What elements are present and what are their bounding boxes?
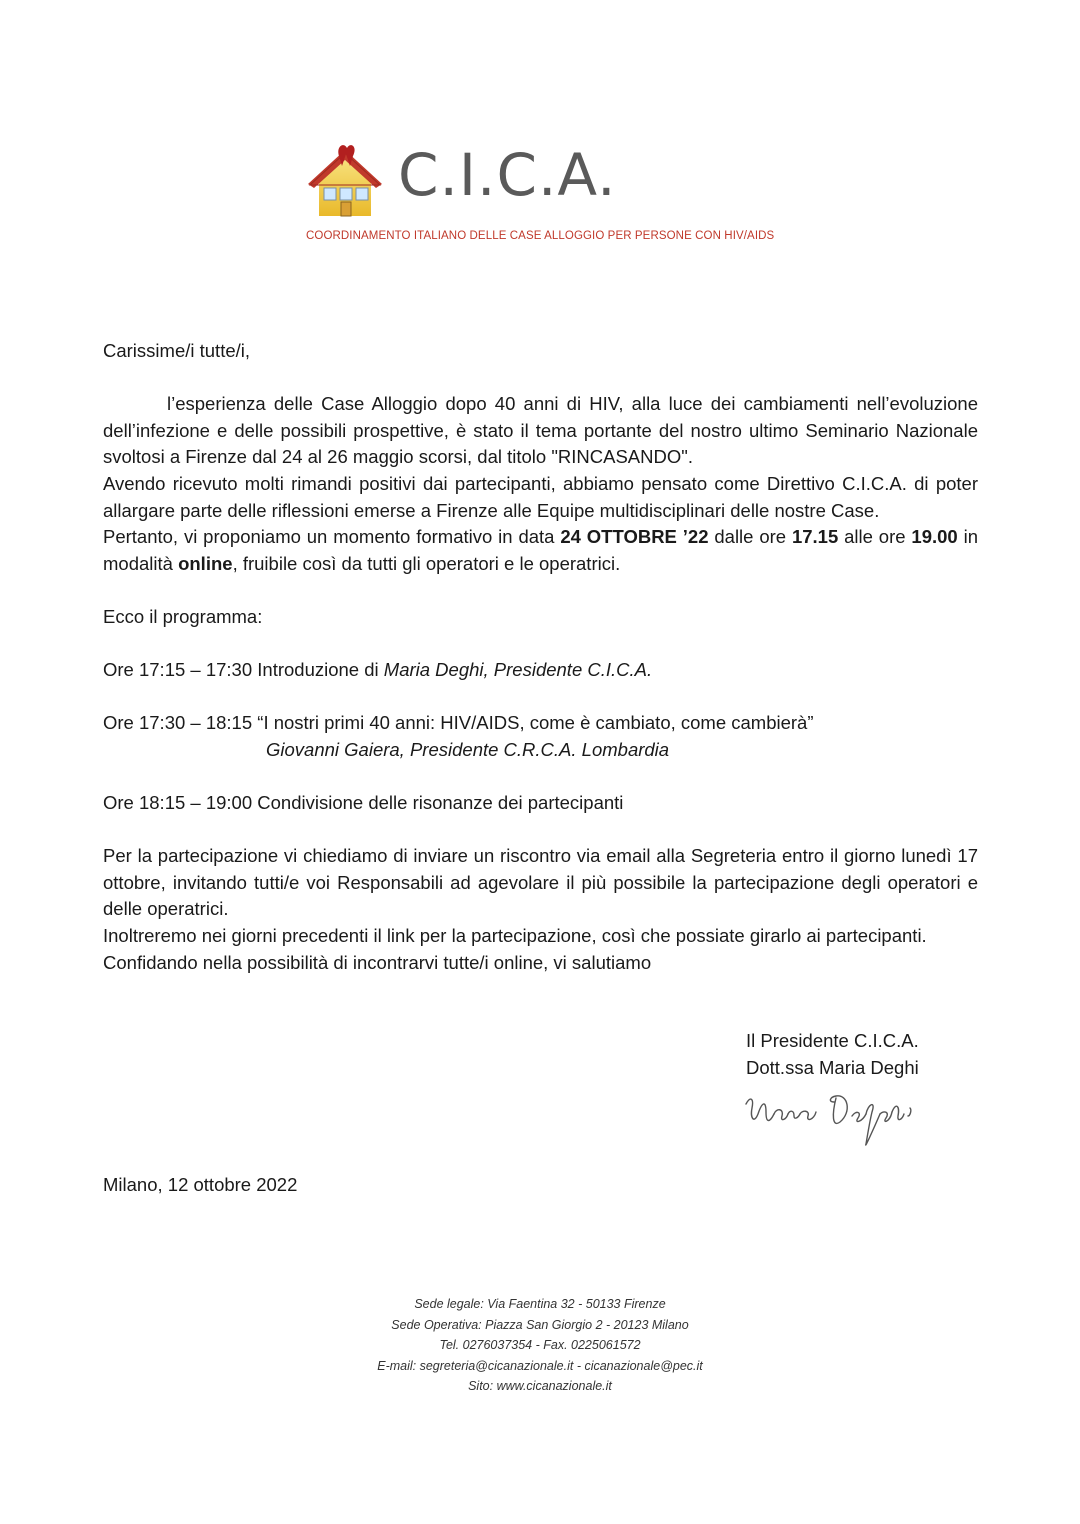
program-item-2-speaker: Giovanni Gaiera, Presidente C.R.C.A. Lombardia [266, 738, 670, 760]
house-logo-icon [306, 142, 384, 218]
program-item-3: Ore 18:15 – 19:00 Condivisione delle risonanze dei partecipanti [103, 792, 624, 814]
end-time: 19.00 [911, 526, 958, 548]
logo-title: C.I.C.A. [398, 141, 617, 209]
program-heading: Ecco il programma: [103, 605, 263, 627]
footer-email: E-mail: segreteria@cicanazionale.it - cicanazionale@pec.it [377, 1358, 703, 1373]
letter-body [103, 338, 978, 976]
logo-subtitle: COORDINAMENTO ITALIANO DELLE CASE ALLOGGIO PER PERSONE CON HIV/AIDS [306, 230, 775, 242]
signature-block [746, 1028, 919, 1081]
handwritten-signature [740, 1084, 930, 1150]
greeting: Carissime/i tutte/i, [103, 340, 251, 361]
closing-paragraph-1: Per la partecipazione vi chiediamo di inviare un riscontro via email alla Segreteria entro il giorno lunedì 17 ottobre, invitando tutti/e voi Responsabili ad agevolare il più possibile la partecipazione degli operatori e delle operatrici. [103, 845, 978, 920]
signer-role: Il Presidente C.I.C.A. [746, 1030, 919, 1051]
letter-date: Milano, 12 ottobre 2022 [103, 1174, 298, 1195]
signer-name: Dott.ssa Maria Deghi [746, 1056, 919, 1078]
intro-paragraph-1: l’esperienza delle Case Alloggio dopo 40 anni di HIV, alla luce dei cambiamenti nell’evoluzione dell’infezione e delle possibili prospettive, è stato il tema portante del nostro ultimo Seminario Nazionale svoltosi a Firenze dal 24 al 26 maggio scorsi, dal titolo "RINCASANDO". [103, 393, 978, 468]
closing-paragraph-2: Inoltreremo nei giorni precedenti il link per la partecipazione, così che possiate girarlo ai partecipanti. [103, 925, 927, 947]
program-item-1: Ore 17:15 – 17:30 Introduzione di Maria Deghi, Presidente C.I.C.A. [103, 659, 653, 681]
closing-paragraph-3: Confidando nella possibilità di incontrarvi tutte/i online, vi salutiamo [103, 951, 652, 973]
start-time: 17.15 [791, 526, 839, 548]
intro-paragraph-2: Avendo ricevuto molti rimandi positivi dai partecipanti, abbiamo pensato come Direttivo C.I.C.A. di poter allargare parte delle riflessioni emerse a Firenze alle Equipe multidisciplinari delle nostre Case. [103, 472, 978, 521]
event-mode: online [178, 552, 233, 574]
footer [290, 1294, 790, 1397]
program-item-2: Ore 17:30 – 18:15 “I nostri primi 40 anni: HIV/AIDS, come è cambiato, come cambierà” [103, 712, 814, 734]
footer-operative-address: Sede Operativa: Piazza San Giorgio 2 - 20123 Milano [391, 1317, 689, 1332]
footer-legal-address: Sede legale: Via Faentina 32 - 50133 Firenze [414, 1297, 666, 1311]
event-date: 24 OTTOBRE ’22 [560, 526, 709, 548]
cica-logo [300, 138, 800, 248]
program-item-1-speaker: Maria Deghi, Presidente C.I.C.A. [383, 659, 653, 681]
footer-phone-fax: Tel. 0276037354 - Fax. 0225061572 [439, 1338, 641, 1352]
intro-paragraph-3: Pertanto, vi proponiamo un momento formativo in data 24 OTTOBRE ’22 dalle ore 17.15 alle ore 19.00 in modalità online, fruibile così da tutti gli operatori e le operatrici. [103, 526, 978, 574]
footer-website: Sito: www.cicanazionale.it [468, 1379, 612, 1393]
